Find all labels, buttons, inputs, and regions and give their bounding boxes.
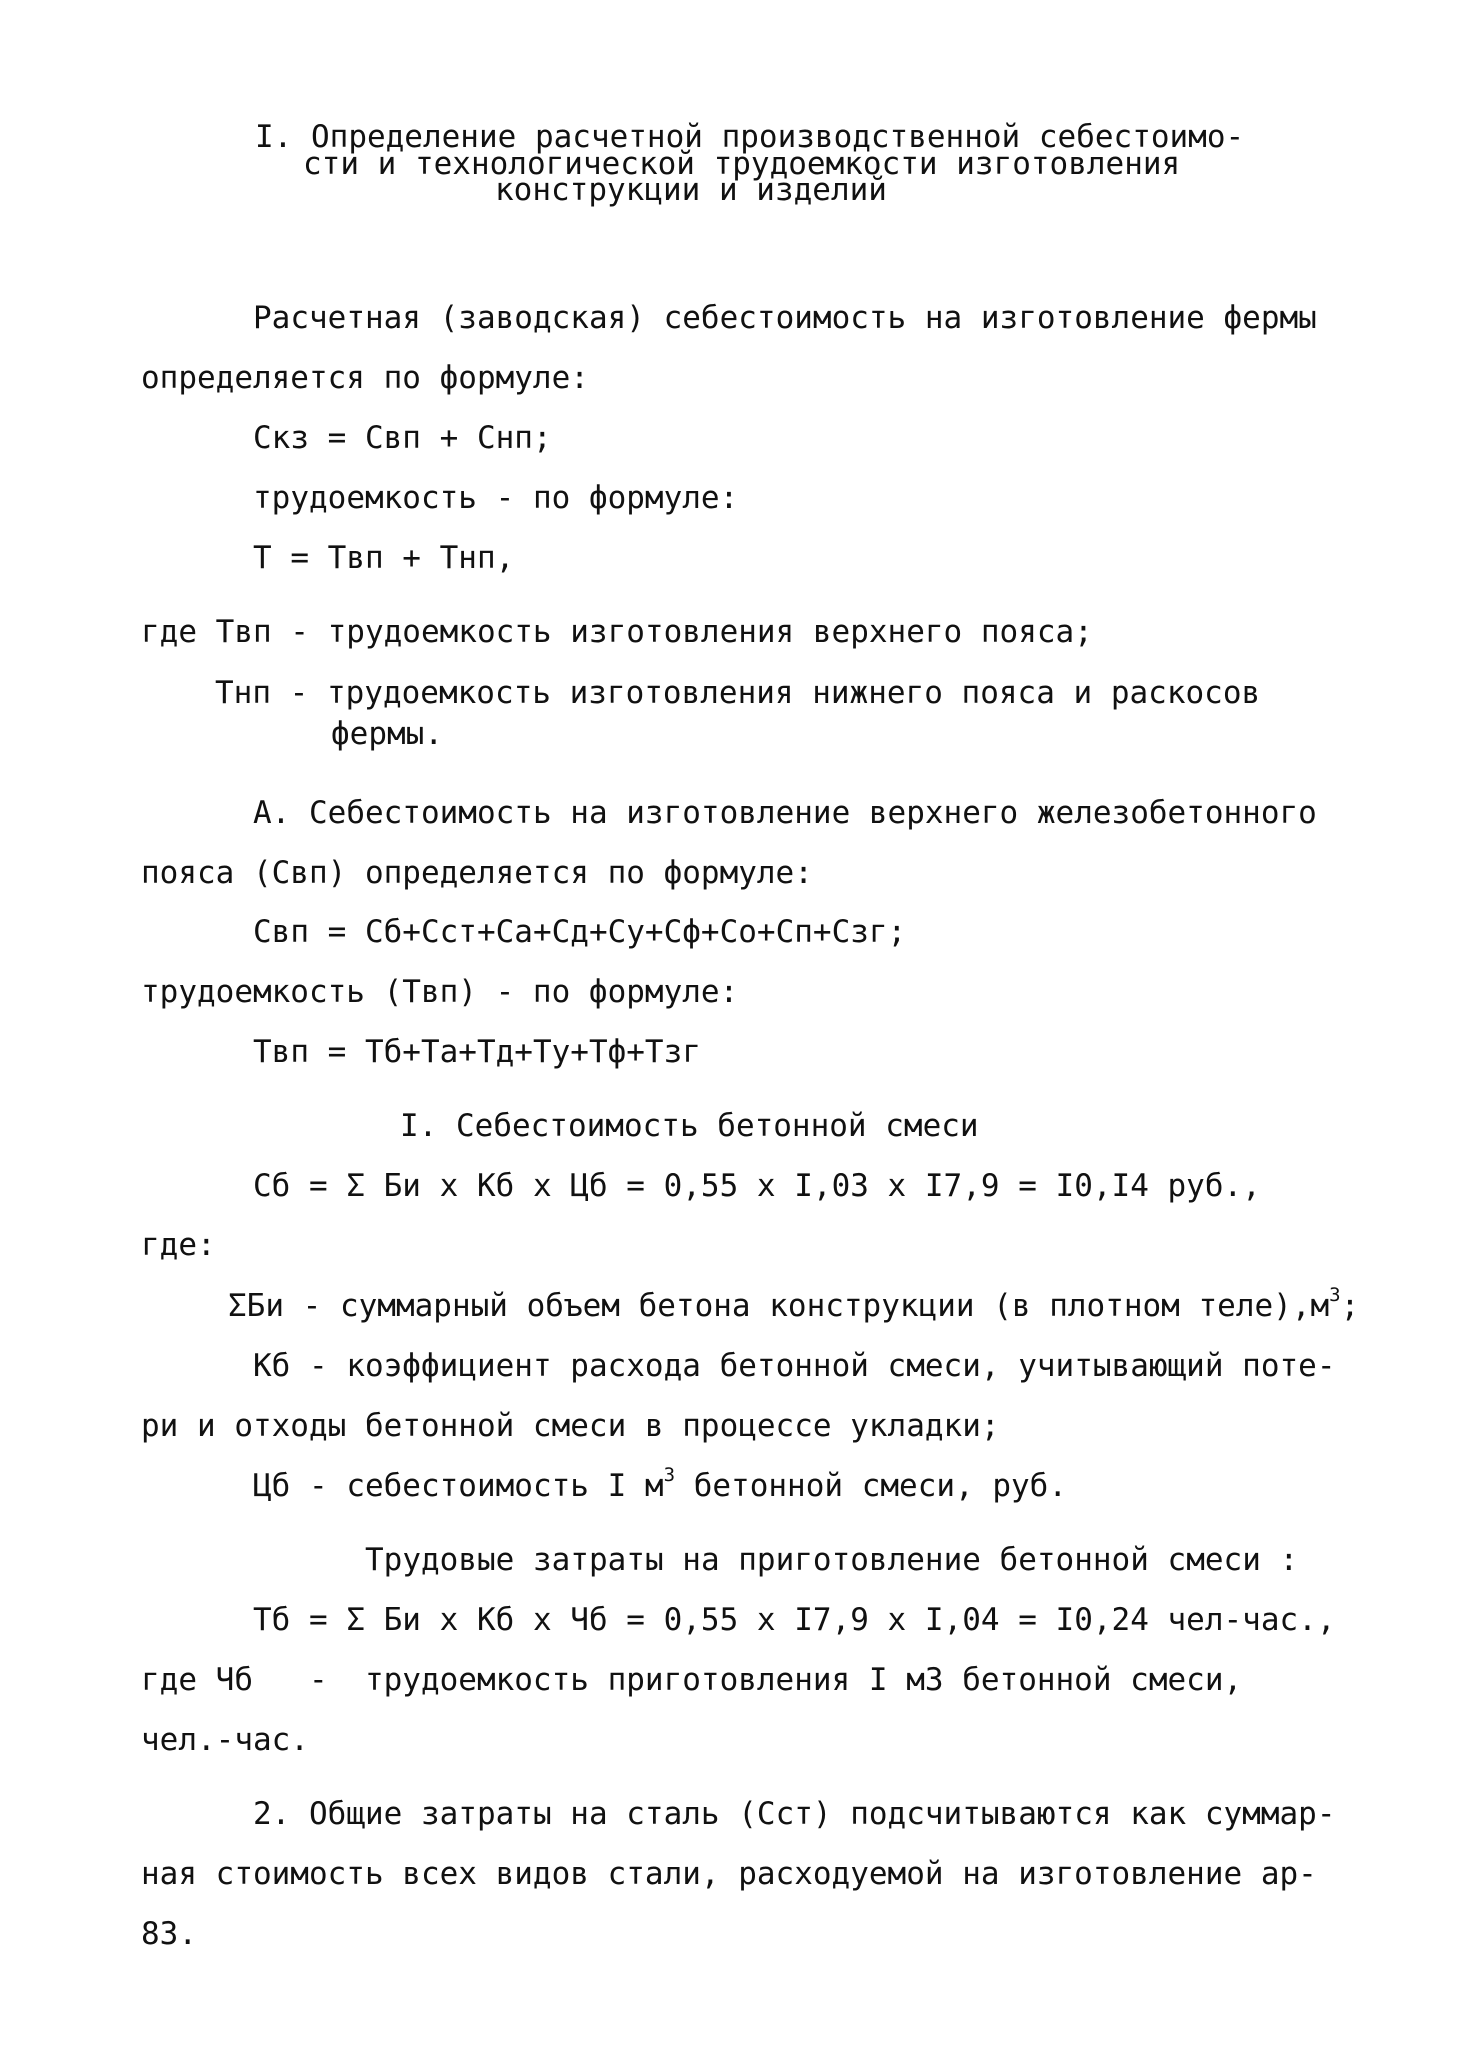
labor-intro: трудоемкость - по формуле: <box>253 480 739 516</box>
section-a-line-2: пояса (Свп) определяется по формуле: <box>141 855 813 891</box>
section-a-labor-intro: трудоемкость (Твп) - по формуле: <box>141 974 739 1010</box>
definition-chb-line-2: чел.-час. <box>141 1722 309 1758</box>
formula-total-labor: Т = Твп + Тнп, <box>253 540 515 576</box>
definition-chb-line-1: где Чб - трудоемкость приготовления I м3 бетонной смеси, <box>141 1662 1243 1698</box>
definition-kb-line-2: ри и отходы бетонной смеси в процессе укладки; <box>141 1408 1000 1444</box>
definition-sum-bi-end: ; <box>1340 1288 1360 1324</box>
definition-sum-bi <box>228 1283 1360 1326</box>
definition-cb-end: бетонной смеси, руб. <box>675 1468 1067 1504</box>
formula-tb: Тб = Σ Би х Кб х Чб = 0,55 х I7,9 х I,04 = I0,24 чел-час., <box>253 1602 1336 1638</box>
subsection-2-line-3: 83. <box>141 1916 197 1952</box>
section-a-line-1: А. Себестоимость на изготовление верхнего железобетонного <box>253 795 1317 831</box>
formula-sb: Сб = Σ Би х Кб х Цб = 0,55 х I,03 х I7,9 = I0,I4 руб., <box>253 1168 1261 1204</box>
heading-line-3: конструкции и изделий <box>495 172 887 208</box>
formula-svp: Свп = Сб+Сст+Са+Сд+Су+Сф+Со+Сп+Сзг; <box>253 914 907 950</box>
heading-line-1: I. Определение расчетной производственной себестоимо- <box>255 119 1245 155</box>
definition-tnp-line-2: фермы. <box>331 716 443 752</box>
definition-cb <box>253 1463 1067 1506</box>
definition-kb-line-1: Кб - коэффициент расхода бетонной смеси, учитывающий поте- <box>253 1348 1336 1384</box>
subsection-1-title: I. Себестоимость бетонной смеси <box>400 1108 979 1144</box>
formula-total-cost: Скз = Свп + Снп; <box>253 420 552 456</box>
cubic-superscript: 3 <box>1329 1283 1341 1306</box>
subsection-2-line-2: ная стоимость всех видов стали, расходуемой на изготовление ар- <box>141 1856 1317 1892</box>
formula-tvp: Твп = Тб+Та+Тд+Ту+Тф+Тзг <box>253 1034 701 1070</box>
definition-tvp: где Твп - трудоемкость изготовления верхнего пояса; <box>141 614 1093 650</box>
intro-paragraph-line-2: определяется по формуле: <box>141 360 589 396</box>
definition-tnp-line-1: Тнп - трудоемкость изготовления нижнего пояса и раскосов <box>215 675 1261 711</box>
heading-line-2: сти и технологической трудоемкости изготовления <box>303 146 1181 182</box>
where-label: где: <box>141 1227 216 1263</box>
definition-cb-text: Цб - себестоимость I м <box>253 1468 664 1504</box>
intro-paragraph-line-1: Расчетная (заводская) себестоимость на изготовление фермы <box>253 300 1317 336</box>
labor-costs-title: Трудовые затраты на приготовление бетонной смеси : <box>365 1542 1299 1578</box>
cubic-superscript: 3 <box>663 1463 676 1486</box>
subsection-2-line-1: 2. Общие затраты на сталь (Сст) подсчитываются как суммар- <box>253 1796 1336 1832</box>
definition-sum-bi-text: ΣБи - суммарный объем бетона конструкции (в плотном теле),м <box>228 1288 1330 1324</box>
